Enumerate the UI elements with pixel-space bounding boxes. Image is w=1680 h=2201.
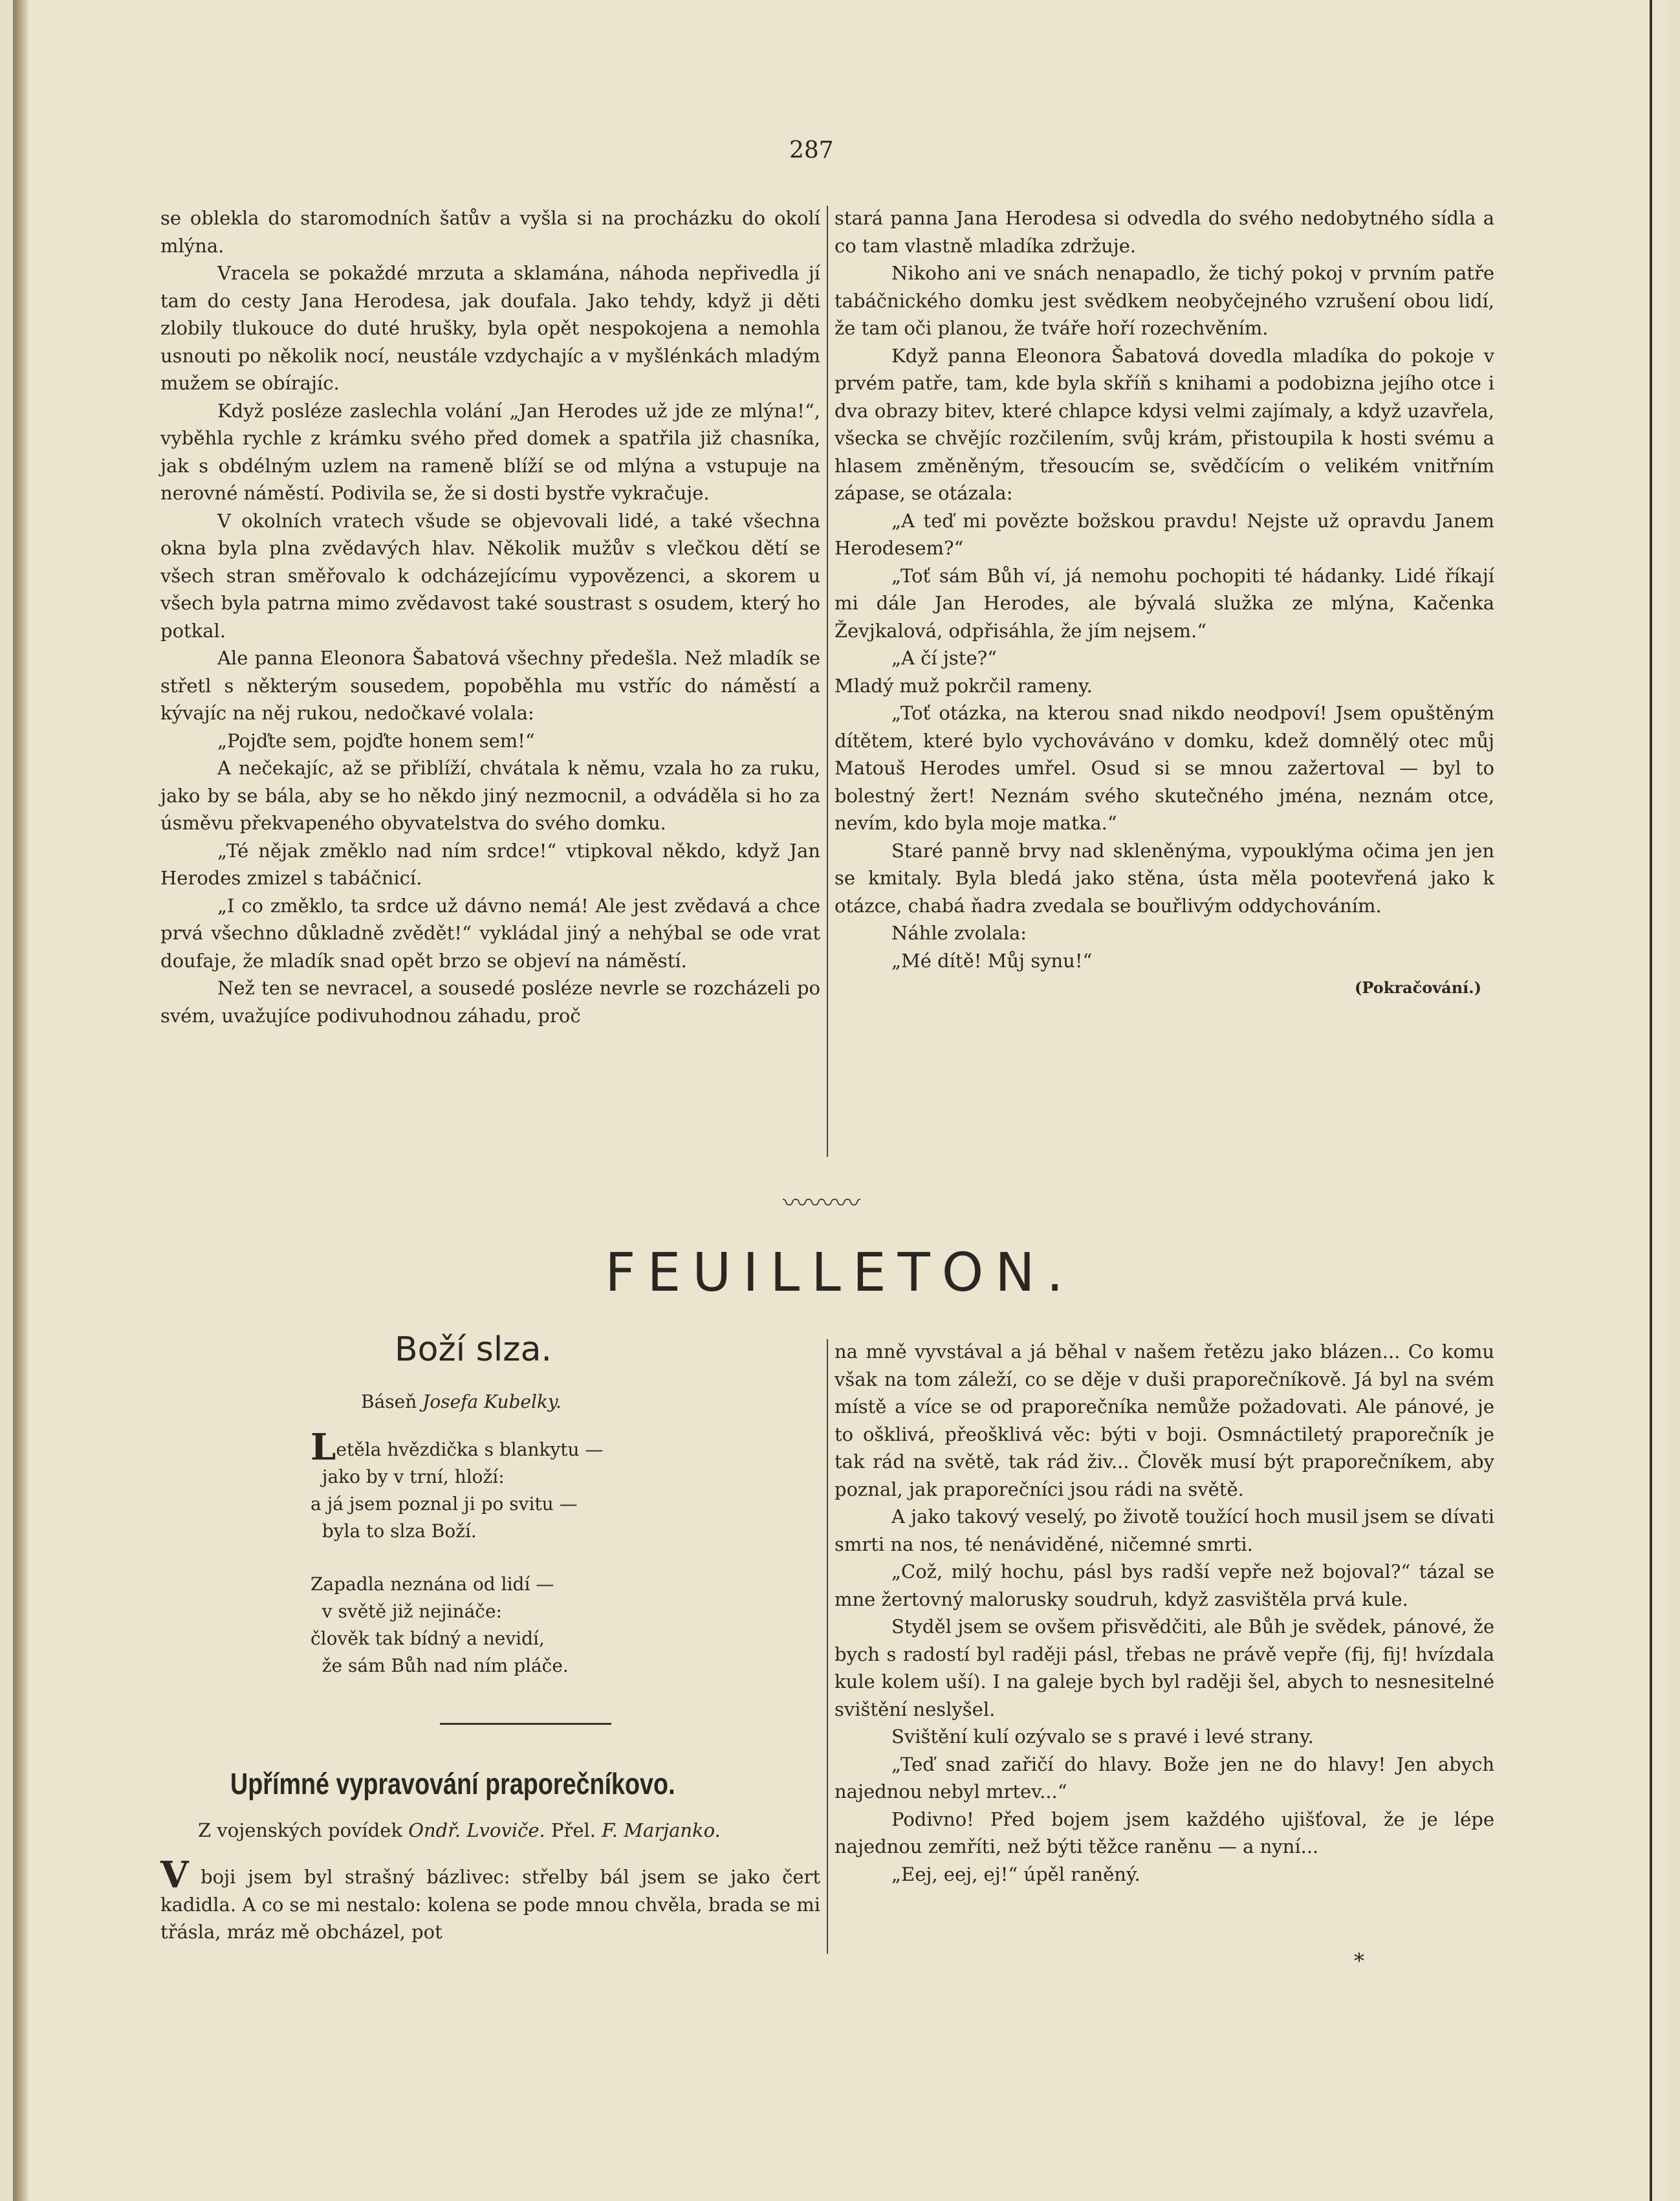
poem-title: Boží slza.	[395, 1330, 552, 1369]
story-author: Ondř. Lvoviče.	[408, 1819, 545, 1841]
paragraph: „Teď snad zařičí do hlavy. Bože jen ne do hlavy! Jen abych najednou nebyl mrtev...“	[835, 1753, 1494, 1802]
story-column-right	[835, 1338, 1494, 1888]
poem-byline	[361, 1391, 562, 1412]
paragraph: A jako takový veselý, po životě toužící hoch musil jsem se dívati smrti na nos, té nenáviděné, ničemné smrti.	[835, 1506, 1494, 1555]
binding-gutter	[13, 0, 30, 2201]
section-rule	[440, 1723, 611, 1725]
story-byline: Z vojenských povídek Ondř. Lvoviče. Přel. F. Marjanko.	[198, 1819, 721, 1841]
novel-column-right	[835, 204, 1494, 1002]
paragraph: Vracela se pokaždé mrzuta a sklamána, náhoda nepřivedla jí tam do cesty Jana Herodesa, jak doufala. Jako tehdy, když ji děti zlobily tlukouce do duté hrušky, byla opět nespokojena a nemohla usnouti po několik nocí, neustále vzdychajíc a v myšlénkách mladým mužem se obírajíc.	[160, 262, 820, 394]
paragraph: Když panna Eleonora Šabatová dovedla mladíka do pokoje v prvém patře, tam, kde byla skříň s knihami a podobizna jejího otce i dva obrazy bitev, které chlapce kdysi velmi zajímaly, a když uzavřela, všecka se chvějíc rozčilením, svůj krám, přistoupila k hosti svému a hlasem změněným, třesoucím se, svědčícím o velikém vnitřním zápase, se otázala:	[835, 344, 1494, 504]
poem-line: v světě již nejináče:	[311, 1601, 502, 1622]
story-title: Upřímné vypravování praporečníkovo.	[230, 1767, 675, 1801]
poem-author: Josefa Kubelky.	[422, 1391, 562, 1412]
paragraph: Mladý muž pokrčil rameny.	[835, 674, 1093, 697]
poem-line: člověk tak bídný a nevidí,	[311, 1628, 545, 1649]
paragraph: „A čí jste?“	[891, 647, 997, 669]
paragraph: se oblekla do staromodních šatův a vyšla si na procházku do okolí mlýna.	[160, 207, 820, 257]
continuation-note: (Pokračování.)	[1355, 978, 1481, 997]
poem-line: že sám Bůh nad ním pláče.	[311, 1655, 569, 1676]
novel-column-left	[160, 204, 820, 1029]
paragraph: Než ten se nevracel, a sousedé posléze nevrle se rozcházeli po svém, uvažujíce podivuhodnou záhadu, proč	[160, 977, 820, 1027]
paragraph: Náhle zvolala:	[891, 922, 1027, 944]
paragraph: na mně vyvstával a já běhal v našem řetězu jako blázen... Co komu však na tom záleží, co se děje v duši praporečníkově. Já byl na svém místě a více se od praporečníka nemůže požadovati. Ale pánové, je to ošklivá, přeošklivá věc: býti v boji. Osmnáctiletý praporečník je tak rád na světě, tak rád živ... Člověk musí být praporečníkem, aby poznal, jak praporečníci jsou rádi na světě.	[835, 1341, 1494, 1500]
paragraph: „Té nějak změklo nad ním srdce!“ vtipkoval někdo, když Jan Herodes zmizel s tabáčnicí.	[160, 839, 820, 889]
poem-line: byla to slza Boží.	[311, 1520, 477, 1542]
paragraph: Svištění kulí ozývalo se s pravé i levé strany.	[891, 1725, 1314, 1747]
newspaper-page	[13, 0, 1667, 2201]
paragraph: „Pojďte sem, pojďte honem sem!“	[217, 729, 535, 752]
paragraph: Nikoho ani ve snách nenapadlo, že tichý pokoj v prvním patře tabáčnického domku jest svědkem neobyčejného vzrušení obou lidí, že tam oči planou, že tváře hoří rozechvěním.	[835, 262, 1494, 339]
column-divider	[827, 1339, 828, 1954]
paragraph: V boji jsem byl strašný bázlivec: střelby bál jsem se jako čert kadidla. A co se mi nestalo: kolena se pode mnou chvěla, brada se mi třásla, mráz mě obcházel, pot	[160, 1854, 820, 1943]
paragraph: V okolních vratech všude se objevovali lidé, a také všechna okna byla plna zvědavých hlav. Několik mužův s vlečkou dětí se všech stran směřovalo k odcházejícímu vypovězenci, a skorem u všech byla patrna mimo zvědavost také soustrast s osudem, který ho potkal.	[160, 509, 820, 642]
paragraph: Když posléze zaslechla volání „Jan Herodes už jde ze mlýna!“, vyběhla rychle z krámku svého před domek a spatřila již chasníka, jak s obdélným uzlem na rameně blíží se od mlýna a vstupuje na nerovné náměstí. Podivila se, že si dosti bystře vykračuje.	[160, 399, 820, 504]
poem-line: Letěla hvězdička s blankytu —	[311, 1426, 604, 1469]
poem-line: a já jsem poznal ji po svitu —	[311, 1493, 578, 1515]
paragraph: „A teď mi povězte božskou pravdu! Nejste už opravdu Janem Herodesem?“	[835, 509, 1494, 559]
paragraph: „I co změklo, ta srdce už dávno nemá! Ale jest zvědavá a chce prvá všechno důkladně zvědět!“ vykládal jiný a nehýbal se ode vrat doufaje, že mladík snad opět brzo se objeví na náměstí.	[160, 894, 820, 972]
drop-cap: V	[160, 1854, 189, 1896]
poem-body	[311, 1426, 604, 1680]
paragraph: Staré panně brvy nad skleněnýma, vypouklýma očima jen jen se kmitaly. Byla bledá jako stěna, ústa měla pootevřená jako k otázce, chabá ňadra zvedala se bouřlivým oddychováním.	[835, 839, 1494, 917]
page-edge-line	[1650, 0, 1652, 2201]
paragraph: „Toť otázka, na kterou snad nikdo neodpoví! Jsem opuštěným dítětem, které bylo vychováváno v domku, kdež domnělý otec můj Matouš Herodes umřel. Osud si se mnou zažertoval — byl to bolestný žert! Neznám svého skutečného jména, neznám otce, nevím, kdo byla moje matka.“	[835, 702, 1494, 834]
paragraph: stará panna Jana Herodesa si odvedla do svého nedobytného sídla a co tam vlastně mladíka zdržuje.	[835, 207, 1494, 257]
story-translator: F. Marjanko.	[602, 1819, 721, 1841]
paragraph: „Což, milý hochu, pásl bys radší vepře než bojoval?“ tázal se mne žertovný malorusky soudruh, když zasvištěla prvá kule.	[835, 1560, 1494, 1610]
paragraph: „Toť sám Bůh ví, já nemohu pochopiti té hádanky. Lidé říkají mi dále Jan Herodes, ale bývalá služka ze mlýna, Kačenka Ževjkalová, odpřisáhla, že jím nejsem.“	[835, 564, 1494, 642]
story-column-left	[160, 1854, 820, 1946]
poem-line: jako by v trní, hloží:	[311, 1466, 505, 1487]
paragraph: „Eej, eej, ej!“ úpěl raněný.	[891, 1863, 1140, 1885]
asterisk-mark: *	[1354, 1949, 1364, 1973]
paragraph: Ale panna Eleonora Šabatová všechny předešla. Než mladík se střetl s některým sousedem, popoběhla mu vstříc do náměstí a kývajíc na něj rukou, nedočkavé volala:	[160, 647, 820, 724]
paragraph: Styděl jsem se ovšem přisvědčiti, ale Bůh je svědek, pánové, že bych s radostí byl raději pásl, třebas ne právě vepře (fij, fij! hvízdala kule kolem uší). I na galeje bych byl raději šel, abych to nesnesitelné svištění neslyšel.	[835, 1615, 1494, 1720]
byline-prefix: Báseň	[361, 1391, 423, 1412]
ornament-divider: 〰〰〰	[783, 1188, 860, 1218]
page-number: 287	[789, 137, 834, 164]
paragraph: A nečekajíc, až se přiblíží, chvátala k němu, vzala ho za ruku, jako by se bála, aby se ho někdo jiný nezmocnil, a odváděla si ho za úsměvu překvapeného obyvatelstva do svého domku.	[160, 757, 820, 834]
paragraph: Podivno! Před bojem jsem každého ujišťoval, že je lépe najednou zemříti, než býti těžce raněnu — a nyní...	[835, 1808, 1494, 1857]
section-heading: FEUILLETON.	[605, 1242, 1075, 1304]
drop-cap: L	[311, 1426, 336, 1469]
paragraph: „Mé dítě! Můj synu!“	[891, 949, 1093, 972]
poem-line: Zapadla neznána od lidí —	[311, 1573, 554, 1595]
column-divider	[827, 206, 828, 1157]
